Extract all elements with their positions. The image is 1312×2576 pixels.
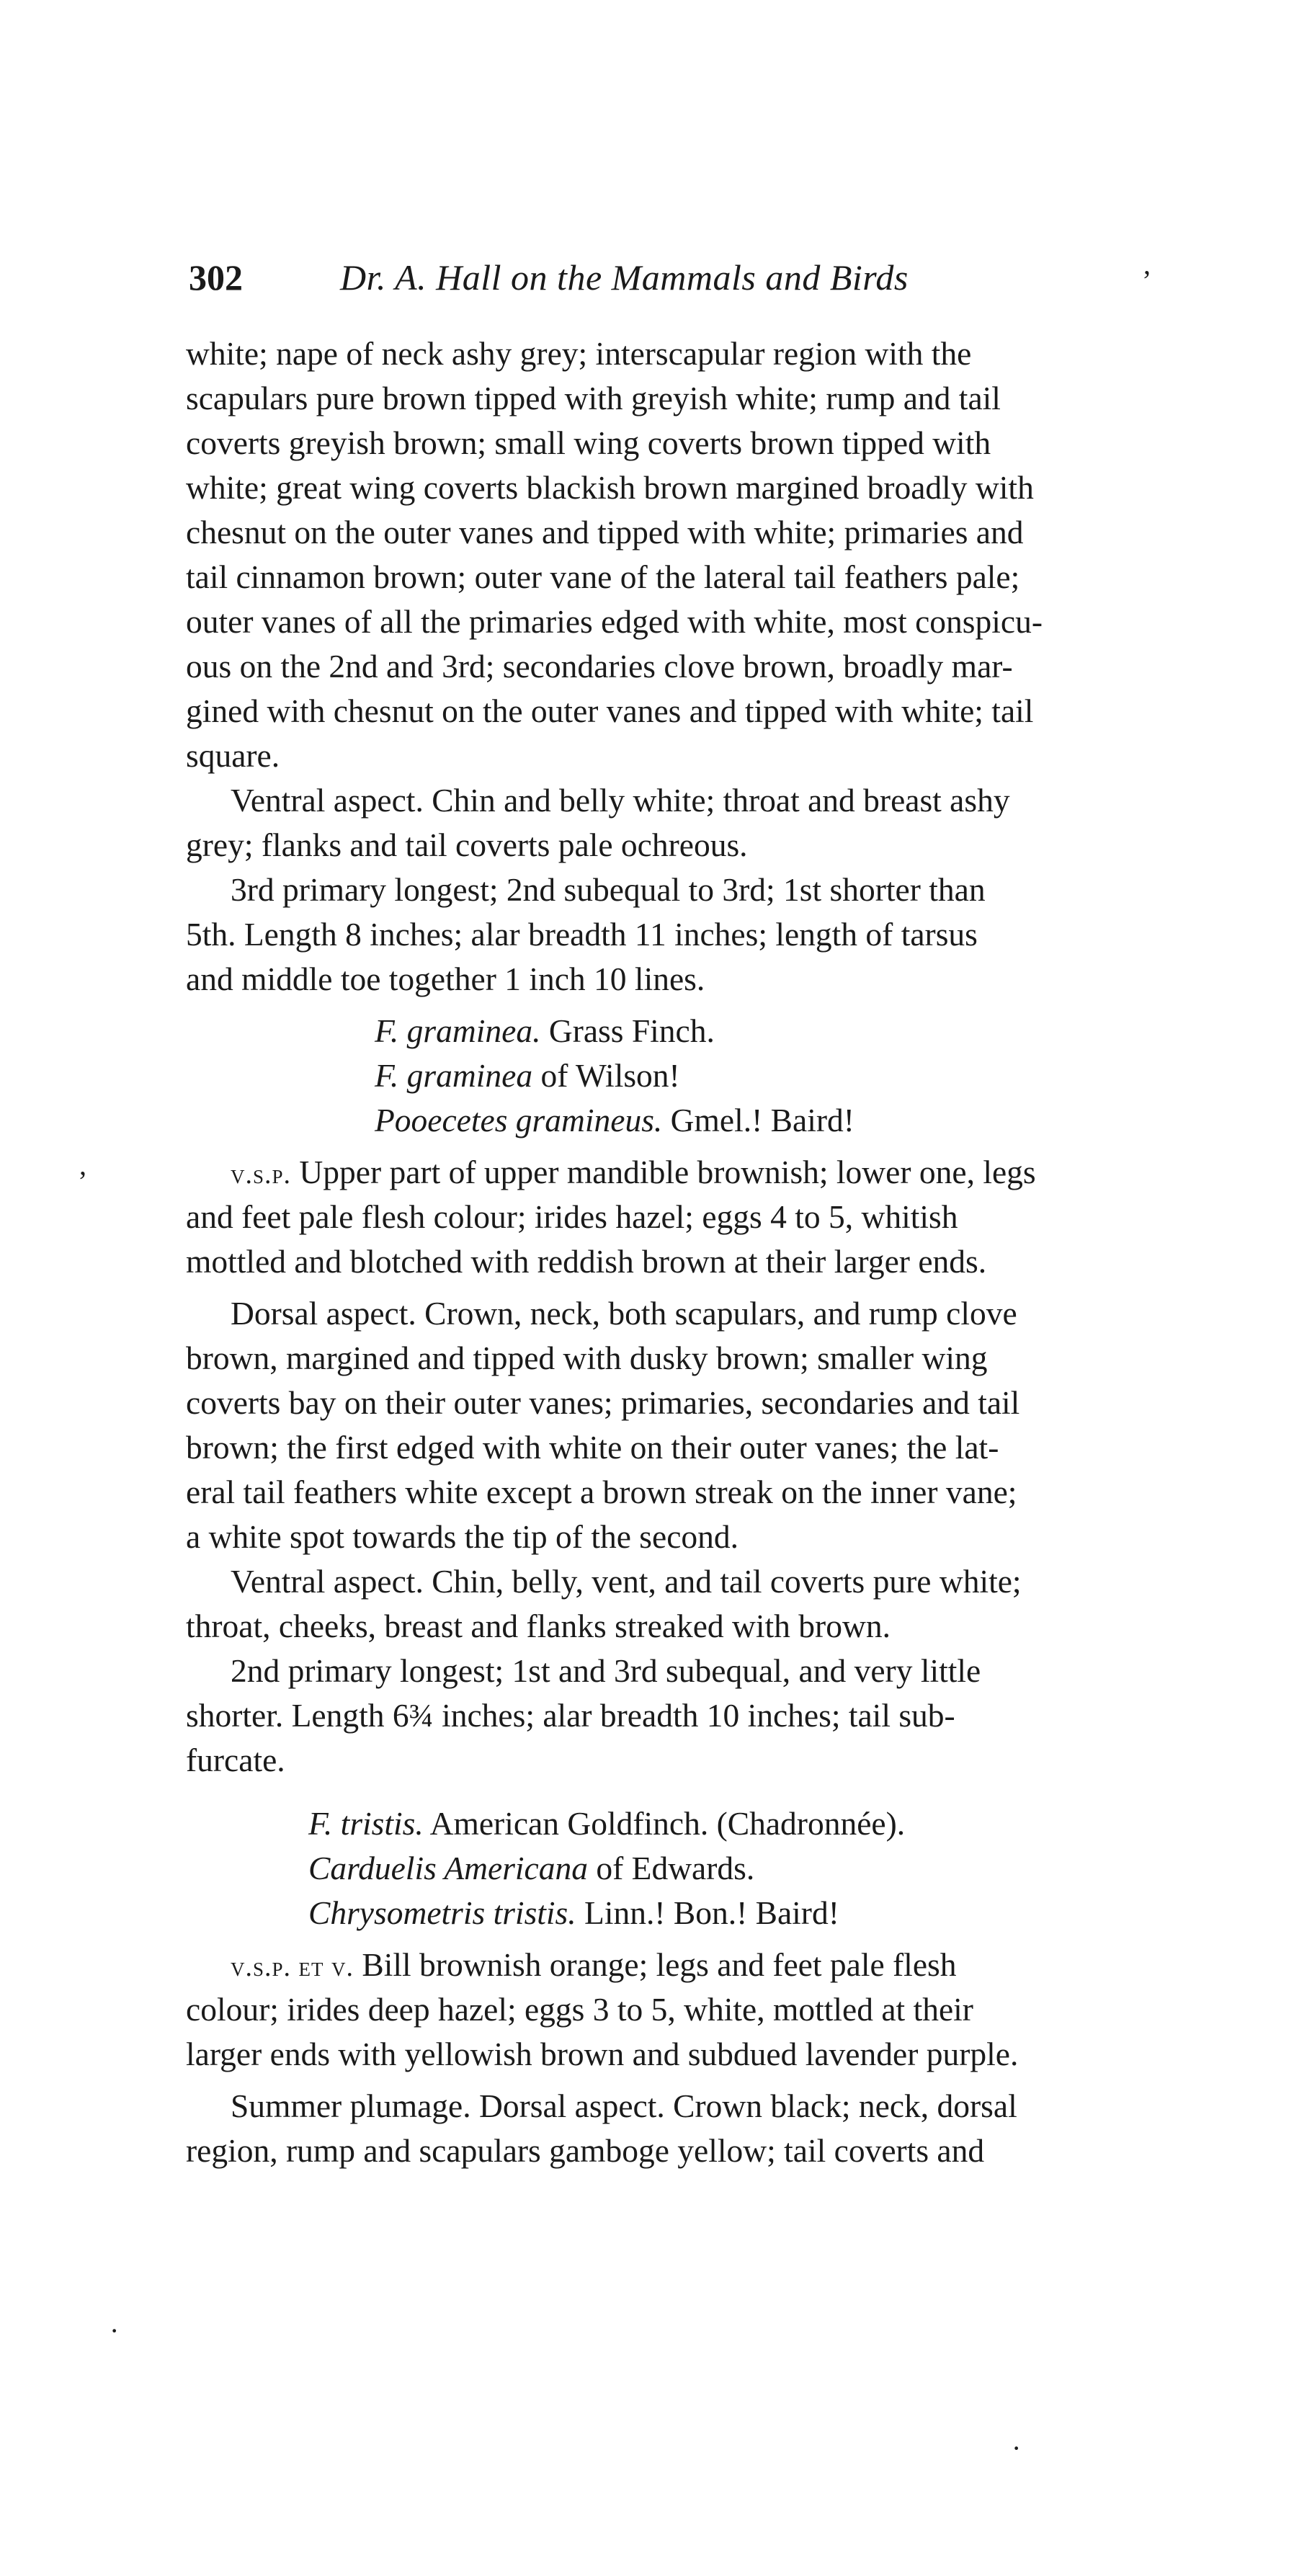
text-line: shorter. Length 6¾ inches; alar breadth 10 inches; tail sub- — [186, 1697, 955, 1734]
text-line: 3rd primary longest; 2nd subequal to 3rd; 1st shorter than — [231, 871, 986, 908]
text-line: outer vanes of all the primaries edged with white, most conspicu- — [186, 603, 1043, 640]
text-line: region, rump and scapulars gamboge yellow; tail coverts and — [186, 2132, 985, 2169]
text-line: square. — [186, 737, 280, 774]
species-line — [186, 1846, 1195, 1891]
paragraph-ventral-aspect-2 — [186, 1559, 1195, 1649]
paragraph-vsp — [186, 1150, 1195, 1284]
species-line — [186, 1801, 1195, 1846]
species-name: F. tristis. — [308, 1805, 424, 1842]
paragraph-measurements — [186, 868, 1195, 1002]
margin-mark-left: ʼ — [78, 1165, 88, 1198]
page-number: 302 — [189, 257, 243, 298]
text-line: and feet pale flesh colour; irides hazel; eggs 4 to 5, whitish — [186, 1198, 958, 1235]
species-authority: Linn.! Bon.! Baird! — [576, 1894, 839, 1931]
text-line: white; nape of neck ashy grey; interscapular region with the — [186, 335, 972, 372]
running-title: Dr. A. Hall on the Mammals and Birds — [340, 257, 909, 298]
species-synonym: Carduelis Americana — [308, 1850, 588, 1886]
margin-mark-bottom-left: · — [110, 2314, 120, 2347]
header-stray-mark: ʼ — [1142, 264, 1152, 297]
text-line: brown, margined and tipped with dusky brown; smaller wing — [186, 1340, 988, 1376]
margin-mark-bottom-right: · — [1012, 2432, 1022, 2464]
text-line: Ventral aspect. Chin and belly white; throat and breast ashy — [231, 782, 1010, 819]
species-name: F. graminea. — [375, 1012, 541, 1049]
text-line: Summer plumage. Dorsal aspect. Crown black; neck, dorsal — [231, 2087, 1017, 2124]
text-line: 2nd primary longest; 1st and 3rd subequal, and very little — [231, 1652, 981, 1689]
text-line: brown; the first edged with white on their outer vanes; the lat- — [186, 1429, 999, 1466]
paragraph-dorsal-aspect — [186, 1291, 1195, 1559]
text-line: ous on the 2nd and 3rd; secondaries clove brown, broadly mar- — [186, 648, 1013, 685]
text-line: mottled and blotched with reddish brown at their larger ends. — [186, 1243, 987, 1280]
species-synonym: Pooecetes gramineus. — [375, 1102, 663, 1138]
text-line: 5th. Length 8 inches; alar breadth 11 inches; length of tarsus — [186, 916, 978, 953]
text-line: eral tail feathers white except a brown streak on the inner vane; — [186, 1474, 1017, 1510]
text-line: v.s.p. et v. Bill brownish orange; legs and feet pale flesh — [231, 1946, 957, 1983]
paragraph-measurements-2 — [186, 1649, 1195, 1783]
species-line — [186, 1053, 1195, 1098]
text-line: chesnut on the outer vanes and tipped with white; primaries and — [186, 514, 1024, 551]
species-authority: of Wilson! — [532, 1057, 680, 1094]
species-line — [186, 1098, 1195, 1143]
text-line: white; great wing coverts blackish brown margined broadly with — [186, 469, 1034, 506]
running-head — [189, 249, 1197, 306]
species-heading-grass-finch — [186, 1009, 1195, 1143]
vsp-label: v.s.p. — [231, 1159, 292, 1190]
text-line: coverts greyish brown; small wing coverts brown tipped with — [186, 424, 991, 461]
species-synonym: Chrysometris tristis. — [308, 1894, 576, 1931]
text-line: scapulars pure brown tipped with greyish white; rump and tail — [186, 380, 1001, 416]
text-line: tail cinnamon brown; outer vane of the lateral tail feathers pale; — [186, 558, 1020, 595]
paragraph-ventral-aspect — [186, 778, 1195, 868]
paragraph-vsp-et-v — [186, 1943, 1195, 2077]
paragraph-summer-plumage — [186, 2084, 1195, 2173]
text-line: Ventral aspect. Chin, belly, vent, and tail coverts pure white; — [231, 1563, 1022, 1600]
text-line: larger ends with yellowish brown and subdued lavender purple. — [186, 2036, 1019, 2072]
text-line: and middle toe together 1 inch 10 lines. — [186, 961, 705, 997]
text-line: Dorsal aspect. Crown, neck, both scapulars, and rump clove — [231, 1295, 1017, 1332]
text-line: gined with chesnut on the outer vanes and tipped with white; tail — [186, 692, 1034, 729]
text-line: v.s.p. Upper part of upper mandible brownish; lower one, legs — [231, 1154, 1036, 1190]
vsp-label: v.s.p. et v. — [231, 1952, 354, 1982]
species-common-name: American Goldfinch. (Chadronnée). — [423, 1805, 906, 1842]
paragraph-dorsal-continuation — [186, 331, 1195, 778]
species-heading-american-goldfinch — [186, 1801, 1195, 1935]
species-common-name: Grass Finch. — [540, 1012, 715, 1049]
text-line: throat, cheeks, breast and flanks streaked with brown. — [186, 1608, 891, 1644]
text-line: a white spot towards the tip of the second. — [186, 1518, 739, 1555]
body-text — [186, 331, 1195, 2173]
species-authority: of Edwards. — [588, 1850, 755, 1886]
species-authority: Gmel.! Baird! — [662, 1102, 854, 1138]
species-line — [186, 1009, 1195, 1053]
text-line: furcate. — [186, 1742, 285, 1778]
text-line: grey; flanks and tail coverts pale ochreous. — [186, 826, 748, 863]
text-line: colour; irides deep hazel; eggs 3 to 5, white, mottled at their — [186, 1991, 973, 2028]
text-line: coverts bay on their outer vanes; primaries, secondaries and tail — [186, 1384, 1020, 1421]
species-synonym: F. graminea — [375, 1057, 533, 1094]
species-line — [186, 1891, 1195, 1935]
